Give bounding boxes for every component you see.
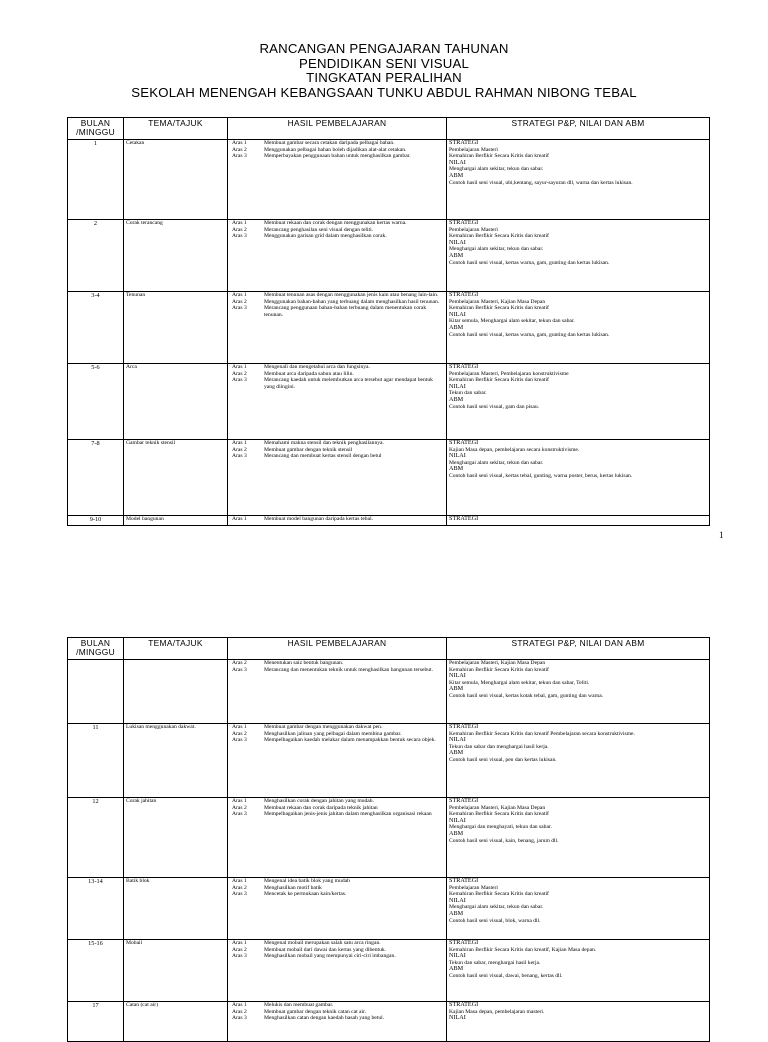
title-line-1: RANCANGAN PENGAJARAN TAHUNAN (259, 41, 509, 56)
outcome-level: Aras 1 (232, 364, 247, 370)
strategy-line: Pembelajaran Masteri, Pembelajaran konstruktivisme (449, 370, 569, 377)
topic-cell: Model bangunan (124, 516, 228, 526)
outcome-item (230, 516, 444, 523)
strategy-line: Kitar semula, Menghargai alam sekitar, tekun dan sabar. (449, 318, 575, 325)
outcome-text: Menghasilkan catan dengan kaedah basah yang betul. (264, 1015, 385, 1022)
table-row (68, 798, 710, 878)
strategy-line: Kajian Masa depan, pembelajaran masteri. (449, 1008, 545, 1015)
week-cell: 5-6 (68, 364, 124, 440)
outcome-text: Menggunakan bahan-bahan yang terbuang dalam menghasilkan hasil tenunan. (264, 298, 440, 305)
strategy-cell (447, 724, 710, 798)
header-strategi: STRATEGI P&P, NILAI DAN ABM (447, 638, 710, 660)
outcome-text: Mengenal mobail merupakan salah satu arca ringan. (264, 940, 381, 946)
strategy-section-label: NILAI (449, 896, 466, 904)
outcomes-cell (228, 798, 447, 878)
strategy-section-label: NILAI (449, 238, 466, 246)
outcome-text: Menghasilkan corak dengan jahitan yang mudah. (264, 798, 374, 804)
lesson-plan-table-page-1 (67, 117, 710, 526)
week-cell: 3-4 (68, 292, 124, 364)
outcome-text: Membuat arca daripada sabun atau lilin. (264, 370, 354, 377)
strategy-section-label: NILAI (449, 952, 466, 960)
header-hasil-pembelajaran: HASIL PEMBELAJARAN (228, 638, 447, 660)
outcome-item (230, 227, 444, 234)
strategy-section-label: ABM (449, 685, 464, 693)
strategy-cell (447, 140, 710, 220)
strategy-line: Menghargai alam sekitar, tekun dan sabar. (449, 246, 544, 253)
strategy-line: Menghargai alam sekitar, tekun dan sabar. (449, 166, 544, 173)
outcome-level: Aras 2 (232, 446, 247, 453)
strategy-section-label: STRATEGI (449, 1001, 479, 1008)
strategy-cell (447, 878, 710, 940)
outcome-text: Menggunakan pelbagai bahan boleh dijadikan alat-alat cetakan. (264, 146, 407, 153)
outcome-item (230, 1009, 444, 1016)
outcomes-cell (228, 660, 447, 724)
week-cell: 12 (68, 798, 124, 878)
topic-cell: Catan (cat air) (124, 1002, 228, 1042)
outcome-text: Mencetak ke permukaan kain/kertas. (264, 891, 347, 898)
strategy-line: Pembelajaran Masteri (449, 146, 498, 153)
strategy-section-label: STRATEGI (449, 439, 479, 446)
outcome-level: Aras 2 (232, 226, 247, 233)
strategy-section-label: STRATEGI (449, 291, 479, 298)
strategy-section-label: STRATEGI (449, 877, 479, 884)
strategy-line: Contoh hasil seni visual, ubi,kentang, sayur-sayuran dll, warna dan kertas lukisan. (449, 179, 633, 186)
outcome-item (230, 1015, 444, 1022)
outcome-text: Merancang dan menentukan teknik untuk menghasilkan bangunan tersebut. (264, 666, 434, 673)
strategy-section-label: NILAI (449, 382, 466, 390)
strategy-cell (447, 292, 710, 364)
strategy-section-label: ABM (449, 749, 464, 757)
outcomes-cell (228, 364, 447, 440)
outcome-level: Aras 1 (232, 516, 247, 522)
outcome-item (230, 940, 444, 947)
outcome-item (230, 371, 444, 378)
outcome-level: Aras 3 (232, 891, 247, 898)
outcome-level: Aras 3 (232, 1015, 247, 1022)
strategy-line: Contoh hasil seni visual, kertas kotak tebal, gam, gunting dan warna. (449, 692, 604, 699)
strategy-section-label: STRATEGI (449, 139, 479, 146)
title-line-3: TINGKATAN PERALIHAN (306, 70, 462, 86)
outcome-level: Aras 1 (232, 724, 247, 730)
strategy-cell (447, 660, 710, 724)
strategy-line: Tekun dan sabar, menghargai hasil kerja. (449, 959, 541, 966)
strategy-section-label: NILAI (449, 1014, 466, 1022)
outcome-text: Membuat gambar dengan teknik catan cat air. (264, 1008, 367, 1015)
strategy-section-label: ABM (449, 465, 464, 473)
strategy-cell (447, 516, 710, 526)
strategy-line: Menghargai dan menghayati, tekun dan sabar. (449, 824, 552, 831)
outcome-text: Membuat mobail dari dawai dan kertas yang dibentuk. (264, 946, 387, 953)
outcome-item (230, 305, 444, 318)
outcome-item (230, 377, 444, 390)
strategy-line: Kajian Masa depan, pembelajaran secara konstruktivisme. (449, 446, 580, 453)
strategy-cell (447, 440, 710, 516)
strategy-line: Menghargai alam sekitar, tekun dan sabar. (449, 459, 544, 466)
outcome-level: Aras 2 (232, 804, 247, 811)
outcome-level: Aras 2 (232, 730, 247, 737)
outcome-text: Melukis dan membuat gambar. (264, 1002, 334, 1008)
title-line-4: SEKOLAH MENENGAH KEBANGSAAN TUNKU ABDUL RAHMAN NIBONG TEBAL (131, 84, 637, 100)
outcome-text: Merancang penggunaan bahan-bahan terbuang dalam menentukan corak tenunan. (264, 305, 427, 318)
outcomes-cell (228, 140, 447, 220)
outcome-level: Aras 2 (232, 1008, 247, 1015)
outcome-text: Membuat rekaan dan corak daripada teknik jahitan (264, 804, 378, 811)
strategy-section-label: ABM (449, 829, 464, 837)
outcome-item (230, 220, 444, 227)
outcome-item (230, 660, 444, 667)
week-cell: 15-16 (68, 940, 124, 1002)
topic-cell: Corak jahitan (124, 798, 228, 878)
outcomes-cell (228, 878, 447, 940)
topic-cell: Arca (124, 364, 228, 440)
strategy-line: Tekun dan sabar dan menghargai hasil kerja. (449, 743, 549, 750)
outcome-text: Menghasilkan mobail yang mempunyai ciri-ciri imbangan. (264, 953, 396, 960)
table-row (68, 220, 710, 292)
week-cell: 9-10 (68, 516, 124, 526)
outcome-text: Mempelbagaikan kaedah melakar dalam menampakkan bentuk secara objek. (264, 737, 436, 744)
outcome-level: Aras 3 (232, 666, 247, 673)
outcome-item (230, 453, 444, 460)
topic-cell: Lukisan menggunakan dakwat. (124, 724, 228, 798)
topic-cell: Cetakan (124, 140, 228, 220)
outcome-item (230, 724, 444, 731)
outcome-text: Memahami makna stensil dan teknik penghasilannya. (264, 440, 384, 446)
outcome-text: Membuat gambar dengan teknik stensil (264, 446, 353, 453)
strategy-section-label: ABM (449, 323, 464, 331)
table-row (68, 724, 710, 798)
strategy-line: Contoh hasil seni visual, kertas tebal, gunting, warna poster, berus, kertas lukisan. (449, 472, 633, 479)
outcome-level: Aras 3 (232, 233, 247, 240)
outcome-level: Aras 3 (232, 453, 247, 460)
outcome-text: Membuat model bangunan daripada kertas tebal. (264, 516, 374, 522)
header-tema-tajuk: TEMA/TAJUK (124, 638, 228, 660)
header-strategi: STRATEGI P&P, NILAI DAN ABM (447, 118, 710, 140)
outcome-level: Aras 1 (232, 1002, 247, 1008)
outcome-item (230, 447, 444, 454)
outcomes-cell (228, 220, 447, 292)
header-bulan-minggu: BULAN /MINGGU (68, 118, 124, 140)
outcome-level: Aras 2 (232, 660, 247, 666)
strategy-line: Contoh hasil seni visual, blok, warna dll. (449, 917, 541, 924)
strategy-section-label: ABM (449, 251, 464, 259)
strategy-cell (447, 1002, 710, 1042)
strategy-line: Pembelajaran Masteri, Kajian Masa Depan (449, 804, 546, 811)
table-row (68, 660, 710, 724)
strategy-line: Tekun dan sabar. (449, 390, 487, 397)
topic-cell: Gambar teknik stensil (124, 440, 228, 516)
strategy-line: Kitar semula, Menghargai alam sekitar, tekun dan sabar, Teliti. (449, 679, 590, 686)
outcomes-cell (228, 724, 447, 798)
header-bulan-minggu: BULAN /MINGGU (68, 638, 124, 660)
outcome-item (230, 292, 444, 299)
topic-cell: Mobail (124, 940, 228, 1002)
outcome-text: Merancang dan membuat kertas stensil dengan betul (264, 453, 382, 460)
strategy-line: Pembelajaran Masteri, Kajian Masa Depan (449, 298, 546, 305)
table-row (68, 878, 710, 940)
outcome-text: Mengenali dan mengetahui arca dan fungsinya. (264, 364, 370, 370)
outcome-level: Aras 3 (232, 305, 247, 312)
outcomes-cell (228, 516, 447, 526)
outcome-level: Aras 1 (232, 798, 247, 804)
outcomes-cell (228, 440, 447, 516)
table-row (68, 940, 710, 1002)
week-cell: 2 (68, 220, 124, 292)
strategy-section-label: STRATEGI (449, 797, 479, 804)
outcome-level: Aras 2 (232, 884, 247, 891)
week-cell: 17 (68, 1002, 124, 1042)
outcome-text: Mengenal idea batik blok yang mudah (264, 878, 350, 884)
outcome-item (230, 891, 444, 898)
strategy-line: Contoh hasil seni visual, gam dan pisau. (449, 403, 540, 410)
lesson-plan-table-page-2 (67, 637, 710, 1042)
strategy-section-label: STRATEGI (449, 515, 479, 522)
outcome-text: Membuat gambar dengan menggunakan dakwat pen. (264, 724, 383, 730)
outcome-text: Membuat rekaan dan corak dengan menggunakan kertas warna. (264, 220, 407, 226)
outcome-item (230, 811, 444, 818)
outcome-item (230, 667, 444, 674)
outcome-level: Aras 2 (232, 298, 247, 305)
strategy-line: Pembelajaran Masteri (449, 884, 498, 891)
outcome-text: Menggunakan garisan grid dalam menghasilkan corak. (264, 233, 387, 240)
strategy-section-label: STRATEGI (449, 219, 479, 226)
outcome-text: Memperbayakan penggunaan bahan untuk menghasilkan gambar. (264, 153, 411, 160)
table-row (68, 516, 710, 526)
strategy-section-label: NILAI (449, 736, 466, 744)
table-row (68, 292, 710, 364)
outcome-level: Aras 1 (232, 220, 247, 226)
outcome-level: Aras 2 (232, 946, 247, 953)
strategy-line: Contoh hasil seni visual, kertas warna, gam, gunting dan kertas lukisan. (449, 331, 610, 338)
outcome-item (230, 953, 444, 960)
outcome-text: Menghasilkan jalinan yang pelbagai dalam membina gambar. (264, 730, 402, 737)
strategy-line: Pembelajaran Masteri (449, 226, 498, 233)
strategy-section-label: NILAI (449, 452, 466, 460)
strategy-section-label: ABM (449, 395, 464, 403)
week-cell (68, 660, 124, 724)
strategy-section-label: ABM (449, 171, 464, 179)
outcome-level: Aras 2 (232, 146, 247, 153)
outcome-item (230, 364, 444, 371)
strategy-line: Contoh hasil seni visual, pen dan kertas lukisan. (449, 756, 557, 763)
outcome-text: Merancang kaedah untuk melembutkan arca tersebut agar mendapat bentuk yang diingini. (264, 377, 433, 390)
strategy-line: Contoh hasil seni visual, kain, benang, jarum dll. (449, 837, 559, 844)
outcome-item (230, 731, 444, 738)
outcome-level: Aras 3 (232, 737, 247, 744)
outcome-item (230, 147, 444, 154)
week-cell: 1 (68, 140, 124, 220)
outcome-level: Aras 1 (232, 440, 247, 446)
strategy-line: Menghargai alam sekitar, tekun dan sabar. (449, 904, 544, 911)
outcome-item (230, 233, 444, 240)
strategy-line: Contoh hasil seni visual, dawai, benang, kertas dll. (449, 972, 563, 979)
strategy-line: Contoh hasil seni visual, kertas warna, gam, gunting dan kertas lukisan. (449, 259, 610, 266)
outcome-level: Aras 3 (232, 153, 247, 160)
strategy-line: Kemahiran Berfikir Secara Kritis dan kreatif Pembelajaran secara konstruktivisme. (449, 730, 635, 737)
strategy-section-label: ABM (449, 965, 464, 973)
outcome-item (230, 153, 444, 160)
outcome-item (230, 947, 444, 954)
strategy-line: Kemahiran Berfikir Secara Kritis dan kreatif (449, 811, 549, 818)
title-line-2: PENDIDIKAN SENI VISUAL (298, 55, 470, 71)
outcome-item (230, 805, 444, 812)
strategy-section-label: NILAI (449, 158, 466, 166)
outcome-text: Menentukan saiz bentuk bangunan. (264, 660, 344, 666)
strategy-cell (447, 220, 710, 292)
outcome-level: Aras 3 (232, 377, 247, 384)
strategy-cell (447, 364, 710, 440)
outcome-item (230, 299, 444, 306)
topic-cell (124, 660, 228, 724)
outcome-item (230, 1002, 444, 1009)
strategy-line: Kemahiran Berfikir Secara Kritis dan kreatif (449, 377, 549, 384)
table-row (68, 1002, 710, 1042)
outcomes-cell (228, 940, 447, 1002)
table-row (68, 364, 710, 440)
outcome-level: Aras 1 (232, 940, 247, 946)
outcome-item (230, 140, 444, 147)
topic-cell: Tenunan (124, 292, 228, 364)
outcome-item (230, 440, 444, 447)
table-row (68, 440, 710, 516)
outcome-item (230, 798, 444, 805)
strategy-section-label: ABM (449, 909, 464, 917)
document-title-block (0, 42, 768, 100)
outcome-level: Aras 1 (232, 878, 247, 884)
outcome-level: Aras 3 (232, 953, 247, 960)
strategy-cell (447, 798, 710, 878)
strategy-section-label: NILAI (449, 310, 466, 318)
outcome-item (230, 737, 444, 744)
table-row (68, 140, 710, 220)
week-cell: 7-8 (68, 440, 124, 516)
strategy-line: Kemahiran Berfikir Secara Kritis dan kreatif (449, 153, 549, 160)
outcome-text: Menghasilkan motif batik (264, 884, 322, 891)
topic-cell: Corak terancang (124, 220, 228, 292)
outcome-level: Aras 1 (232, 140, 247, 146)
outcome-text: Merancang penghasilan seni visual dengan teliti. (264, 226, 374, 233)
strategy-cell (447, 940, 710, 1002)
strategy-section-label: NILAI (449, 816, 466, 824)
strategy-section-label: NILAI (449, 672, 466, 680)
header-tema-tajuk: TEMA/TAJUK (124, 118, 228, 140)
strategy-line: Kemahiran Berfikir Secara Kritis dan kreatif (449, 305, 549, 312)
page-number: 1 (719, 530, 724, 540)
topic-cell: Batik blok (124, 878, 228, 940)
week-cell: 13-14 (68, 878, 124, 940)
outcome-item (230, 885, 444, 892)
outcomes-cell (228, 1002, 447, 1042)
strategy-section-label: STRATEGI (449, 363, 479, 370)
strategy-line: Kemahiran Berfikir Secara Kritis dan kreatif (449, 891, 549, 898)
outcome-text: Membuat tenunan asas dengan menggunakan jenis kain atau benang lain-lain. (264, 292, 439, 298)
outcome-text: Mempelbagaikan jenis-jenis jahitan dalam menghasilkan organisasi rekaan (264, 811, 432, 818)
outcome-level: Aras 3 (232, 811, 247, 818)
strategy-line: Kemahiran Berfikir Secara Kritis dan kreatif (449, 666, 549, 673)
outcomes-cell (228, 292, 447, 364)
strategy-line: Kemahiran Berfikir Secara Kritis dan kreatif, Kajian Masa depan. (449, 946, 597, 953)
header-hasil-pembelajaran: HASIL PEMBELAJARAN (228, 118, 447, 140)
strategy-line: Pembelajaran Masteri, Kajian Masa Depan (449, 660, 546, 666)
strategy-section-label: STRATEGI (449, 939, 479, 946)
strategy-line: Kemahiran Berfikir Secara Kritis dan kreatif (449, 233, 549, 240)
week-cell: 11 (68, 724, 124, 798)
outcome-level: Aras 1 (232, 292, 247, 298)
outcome-text: Membuat gambar secara cetakan daripada pelbagai bahan. (264, 140, 395, 146)
outcome-level: Aras 2 (232, 370, 247, 377)
strategy-section-label: STRATEGI (449, 723, 479, 730)
outcome-item (230, 878, 444, 885)
